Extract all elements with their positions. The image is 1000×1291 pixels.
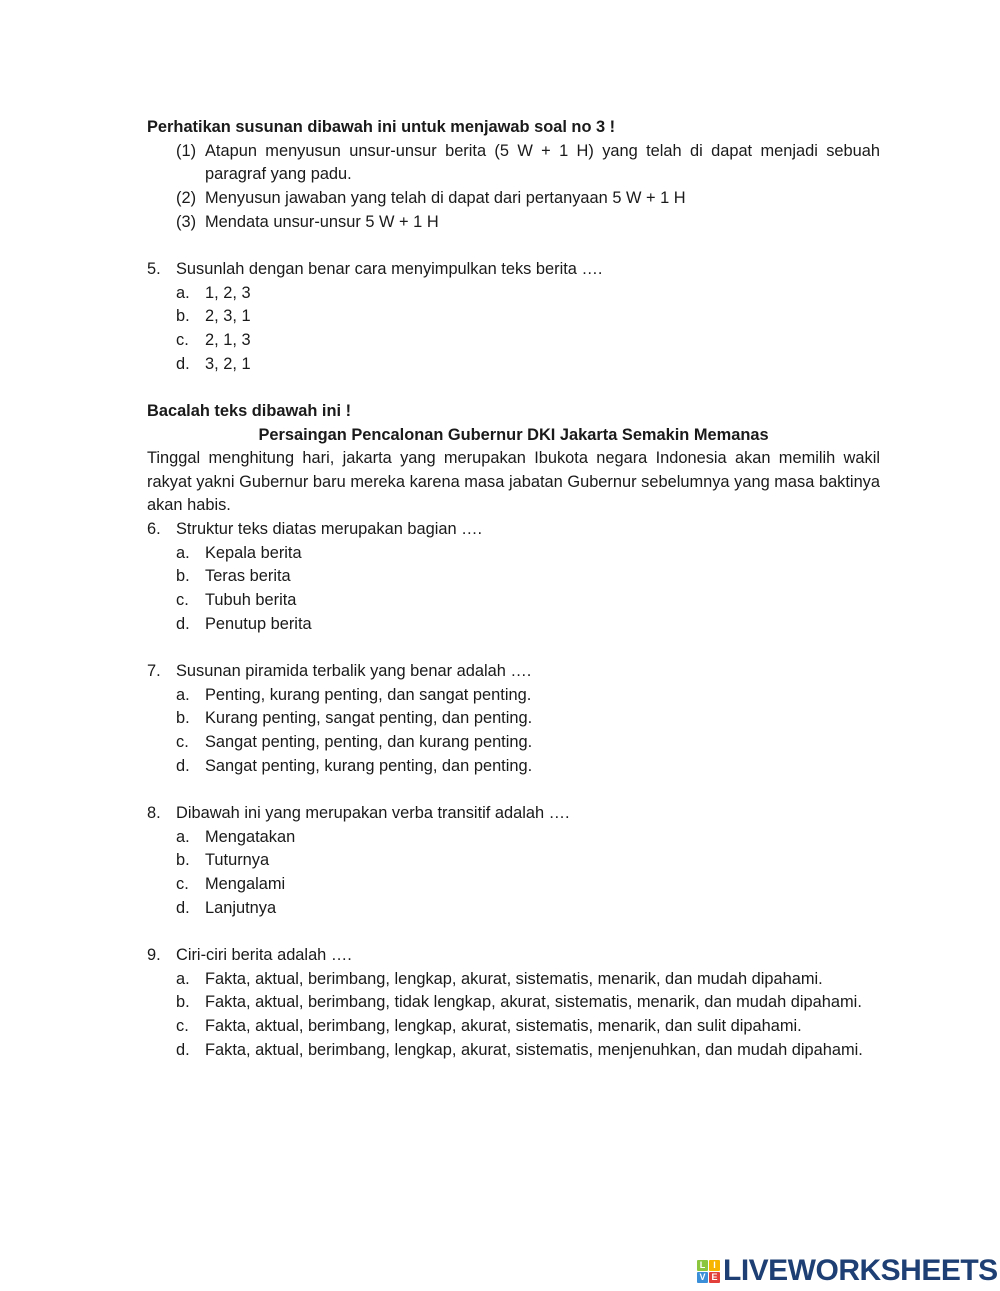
answer-option-marker: d.: [176, 898, 190, 917]
answer-option: [147, 1039, 880, 1063]
answer-option-text: Fakta, aktual, berimbang, tidak lengkap, akurat, sistematis, menarik, dan mudah dipahami.: [205, 993, 862, 1012]
answer-option-text: Tuturnya: [205, 851, 270, 870]
answer-option-marker: a.: [176, 543, 190, 562]
question-stem-marker: 8.: [147, 803, 161, 822]
answer-option: [147, 565, 880, 589]
answer-option: [147, 684, 880, 708]
answer-option-text: Mengalami: [205, 874, 286, 893]
worksheet-document: [147, 116, 880, 1062]
answer-option: [147, 755, 880, 779]
answer-option-text: Teras berita: [205, 567, 291, 586]
answer-option-text: Penting, kurang penting, dan sangat penting.: [205, 685, 532, 704]
step-marker: (2): [176, 188, 197, 207]
answer-option-marker: d.: [176, 756, 190, 775]
liveworksheets-logo: [697, 1256, 998, 1286]
question-stem-marker: 5.: [147, 259, 161, 278]
question-stem-marker: 7.: [147, 662, 161, 681]
question-5: [147, 258, 880, 376]
step: [147, 140, 880, 187]
answer-option-marker: a.: [176, 969, 190, 988]
answer-option-marker: b.: [176, 567, 190, 586]
question-stem-text: Struktur teks diatas merupakan bagian ….: [176, 520, 483, 539]
answer-option: [147, 282, 880, 306]
question-stem: [147, 258, 880, 282]
question-9: [147, 944, 880, 1062]
answer-option-marker: d.: [176, 614, 190, 633]
spacer: [147, 636, 880, 660]
answer-option: [147, 731, 880, 755]
answer-option-marker: d.: [176, 354, 190, 373]
question-stem-text: Susunan piramida terbalik yang benar adalah ….: [176, 662, 532, 681]
logo-text: LIVEWORKSHEETS: [723, 1254, 998, 1287]
question-6: [147, 518, 880, 636]
answer-option: [147, 353, 880, 377]
answer-option-text: Tubuh berita: [205, 591, 297, 610]
answer-option-marker: c.: [176, 330, 189, 349]
answer-option: [147, 305, 880, 329]
spacer: [147, 234, 880, 258]
answer-option-text: Penutup berita: [205, 614, 312, 633]
answer-option: [147, 897, 880, 921]
answer-option-marker: b.: [176, 851, 190, 870]
logo-cube: E: [709, 1272, 720, 1283]
answer-option: [147, 849, 880, 873]
step: [147, 211, 880, 235]
step-marker: (3): [176, 212, 197, 231]
answer-option-marker: c.: [176, 733, 189, 752]
answer-option-text: Fakta, aktual, berimbang, lengkap, akurat, sistematis, menarik, dan mudah dipahami.: [205, 969, 823, 988]
answer-option-marker: c.: [176, 591, 189, 610]
answer-option: [147, 873, 880, 897]
answer-option-text: 2, 3, 1: [205, 307, 251, 326]
answer-option: [147, 1015, 880, 1039]
answer-option-text: 2, 1, 3: [205, 330, 251, 349]
live-cubes-icon: [697, 1260, 720, 1283]
answer-option-text: Fakta, aktual, berimbang, lengkap, akurat, sistematis, menjenuhkan, dan mudah dipahami.: [205, 1040, 863, 1059]
answer-option-marker: a.: [176, 827, 190, 846]
step-text: Menyusun jawaban yang telah di dapat dari pertanyaan 5 W + 1 H: [205, 188, 686, 207]
logo-cube: L: [697, 1260, 708, 1271]
answer-option: [147, 329, 880, 353]
spacer: [147, 778, 880, 802]
answer-option: [147, 589, 880, 613]
answer-option: [147, 968, 880, 992]
question-stem-text: Dibawah ini yang merupakan verba transitif adalah ….: [176, 803, 570, 822]
answer-option-marker: a.: [176, 685, 190, 704]
question-stem: [147, 944, 880, 968]
spacer: [147, 920, 880, 944]
answer-option: [147, 991, 880, 1015]
answer-option-text: Sangat penting, kurang penting, dan penting.: [205, 756, 533, 775]
answer-option-text: 1, 2, 3: [205, 283, 251, 302]
logo-cube: V: [697, 1272, 708, 1283]
step-text: Atapun menyusun unsur-unsur berita (5 W + 1 H) yang telah di dapat menjadi sebuah paragraf yang padu.: [205, 141, 880, 184]
answer-option-text: Lanjutnya: [205, 898, 277, 917]
answer-option-text: Mengatakan: [205, 827, 296, 846]
question-stem: [147, 518, 880, 542]
answer-option-marker: b.: [176, 709, 190, 728]
question-stem-text: Susunlah dengan benar cara menyimpulkan teks berita ….: [176, 259, 603, 278]
article-paragraph: Tinggal menghitung hari, jakarta yang merupakan Ibukota negara Indonesia akan memilih wakil rakyat yakni Gubernur baru mereka karena masa jabatan Gubernur sebelumnya yang masa baktinya akan habis.: [147, 449, 880, 515]
answer-option-marker: d.: [176, 1040, 190, 1059]
spacer: [147, 376, 880, 400]
answer-option-marker: c.: [176, 1016, 189, 1035]
question-stem: [147, 802, 880, 826]
answer-option: [147, 707, 880, 731]
answer-option-text: 3, 2, 1: [205, 354, 251, 373]
answer-option-marker: b.: [176, 307, 190, 326]
step: [147, 187, 880, 211]
question-stem: [147, 660, 880, 684]
answer-option: [147, 613, 880, 637]
article-title: Persaingan Pencalonan Gubernur DKI Jakarta Semakin Memanas: [258, 425, 769, 444]
intro-heading: Perhatikan susunan dibawah ini untuk menjawab soal no 3 !: [147, 118, 616, 136]
answer-option-text: Sangat penting, penting, dan kurang penting.: [205, 733, 533, 752]
answer-option-marker: a.: [176, 283, 190, 302]
answer-option: [147, 826, 880, 850]
question-stem-marker: 9.: [147, 945, 161, 964]
answer-option: [147, 542, 880, 566]
reading-heading: Bacalah teks dibawah ini !: [147, 401, 352, 420]
question-stem-text: Ciri-ciri berita adalah ….: [176, 945, 352, 964]
step-text: Mendata unsur-unsur 5 W + 1 H: [205, 212, 439, 231]
question-8: [147, 802, 880, 920]
step-marker: (1): [176, 141, 197, 160]
answer-option-text: Kurang penting, sangat penting, dan penting.: [205, 709, 533, 728]
answer-option-text: Fakta, aktual, berimbang, lengkap, akurat, sistematis, menarik, dan sulit dipahami.: [205, 1016, 802, 1035]
question-stem-marker: 6.: [147, 520, 161, 539]
logo-cube: I: [709, 1260, 720, 1271]
answer-option-marker: c.: [176, 874, 189, 893]
question-7: [147, 660, 880, 778]
answer-option-marker: b.: [176, 993, 190, 1012]
answer-option-text: Kepala berita: [205, 543, 302, 562]
